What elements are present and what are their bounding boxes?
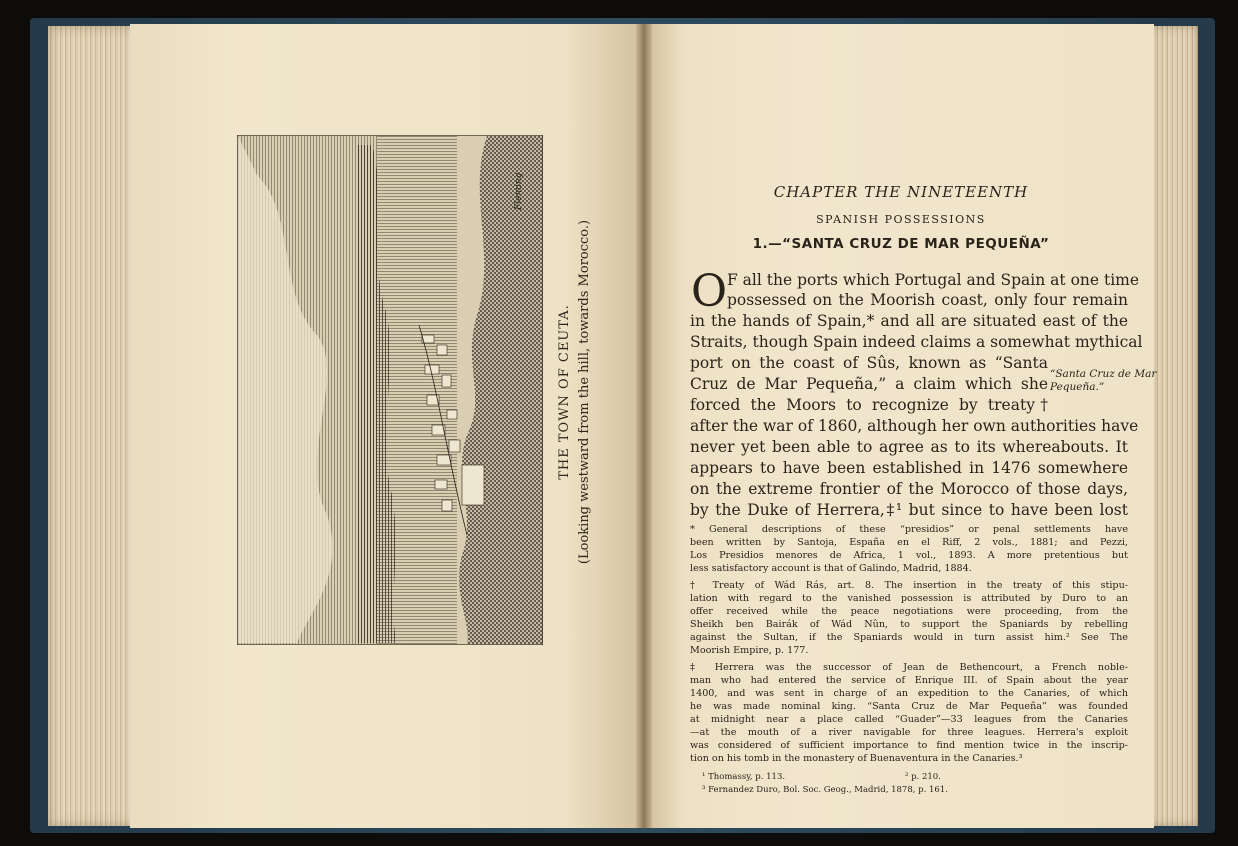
footnote-line: was considered of sufficient importance to find mention twice in the inscrip-	[690, 740, 1128, 751]
footnote-line: Moorish Empire, p. 177.	[690, 645, 809, 656]
footnote-line: ‡ Herrera was the successor of Jean de Bethencourt, a French noble-	[690, 662, 1128, 673]
reference-3: ³ Fernandez Duro, Bol. Soc. Geog., Madrid, 1878, p. 161.	[702, 785, 948, 795]
body-line: never yet been able to agree as to its whereabouts. It	[690, 438, 1128, 456]
footnote-line: 1400, and was sent in charge of an expedition to the Canaries, of which	[690, 688, 1128, 699]
footnote-line: † Treaty of Wád Rás, art. 8. The insertion in the treaty of this stipu-	[690, 580, 1128, 591]
book-gutter	[636, 24, 652, 828]
page-edges-left	[48, 26, 140, 826]
footnote-line: less satisfactory account is that of Galindo, Madrid, 1884.	[690, 563, 972, 574]
caption-title: THE TOWN OF CEUTA.	[557, 304, 572, 480]
reference-2: ² p. 210.	[905, 772, 941, 782]
body-line: after the war of 1860, although her own authorities have	[690, 417, 1139, 435]
footnote-line: at midnight near a place called “Guader”—33 leagues from the Canaries	[690, 714, 1128, 725]
body-line: Straits, though Spain indeed claims a somewhat mythical	[690, 333, 1143, 351]
figure-caption	[557, 219, 592, 565]
body-line: appears to have been established in 1476 somewhere	[690, 459, 1128, 477]
chapter-title: CHAPTER THE NINETEENTH	[773, 183, 1029, 201]
footnote-line: offer received while the peace negotiations were proceeding, from the	[690, 606, 1128, 617]
ceuta-engraving	[237, 135, 543, 645]
drop-cap: O	[691, 266, 728, 317]
body-line: possessed on the Moorish coast, only four remain	[727, 291, 1128, 309]
body-line: port on the coast of Sûs, known as “Santa	[690, 354, 1048, 372]
footnote-line: tion on his tomb in the monastery of Buenaventura in the Canaries.³	[690, 753, 1023, 764]
body-line: F all the ports which Portugal and Spain at one time	[727, 271, 1140, 289]
body-line: in the hands of Spain,* and all are situated east of the	[690, 312, 1128, 330]
chapter-subtitle: SPANISH POSSESSIONS	[816, 213, 986, 226]
footnote-line: Los Presidios menores de Africa, 1 vol., 1893. A more pretentious but	[690, 550, 1128, 561]
footnote-line: —at the mouth of a river navigable for three leagues. Herrera's exploit	[690, 727, 1128, 738]
footnote-line: been written by Santoja, España en el Riff, 2 vols., 1881; and Pezzi,	[690, 537, 1128, 548]
footnote-line: lation with regard to the vanished possession is attributed by Duro to an	[690, 593, 1128, 604]
footnote-line: man who had entered the service of Enrique III. of Spain about the year	[690, 675, 1128, 686]
reference-1: ¹ Thomassy, p. 113.	[702, 772, 786, 782]
footnote-line: Sheikh ben Bairák of Wád Nûn, to support the Spaniards by rebelling	[690, 619, 1128, 630]
section-heading: 1.—“SANTA CRUZ DE MAR PEQUEÑA”	[752, 236, 1050, 252]
body-line: Cruz de Mar Pequeña,” a claim which she	[690, 375, 1048, 393]
footnote-line: he was made nominal king. “Santa Cruz de Mar Pequeña” was founded	[690, 701, 1128, 712]
footnote-line: against the Sultan, if the Spaniards would in turn assist him.² See The	[690, 632, 1128, 643]
footnote-line: * General descriptions of these “presidios” or penal settlements have	[690, 524, 1128, 535]
artist-signature: Fleming	[514, 172, 524, 210]
caption-subtitle: (Looking westward from the hill, towards Morocco.)	[577, 219, 592, 565]
page-edges-right	[1150, 26, 1198, 826]
body-line: on the extreme frontier of the Morocco of those days,	[690, 480, 1128, 498]
body-line: by the Duke of Herrera,‡¹ but since to have been lost	[690, 501, 1128, 519]
body-line: forced the Moors to recognize by treaty†	[690, 396, 1048, 414]
margin-note: “Santa Cruz de Mar Pequeña.”	[1050, 368, 1157, 393]
